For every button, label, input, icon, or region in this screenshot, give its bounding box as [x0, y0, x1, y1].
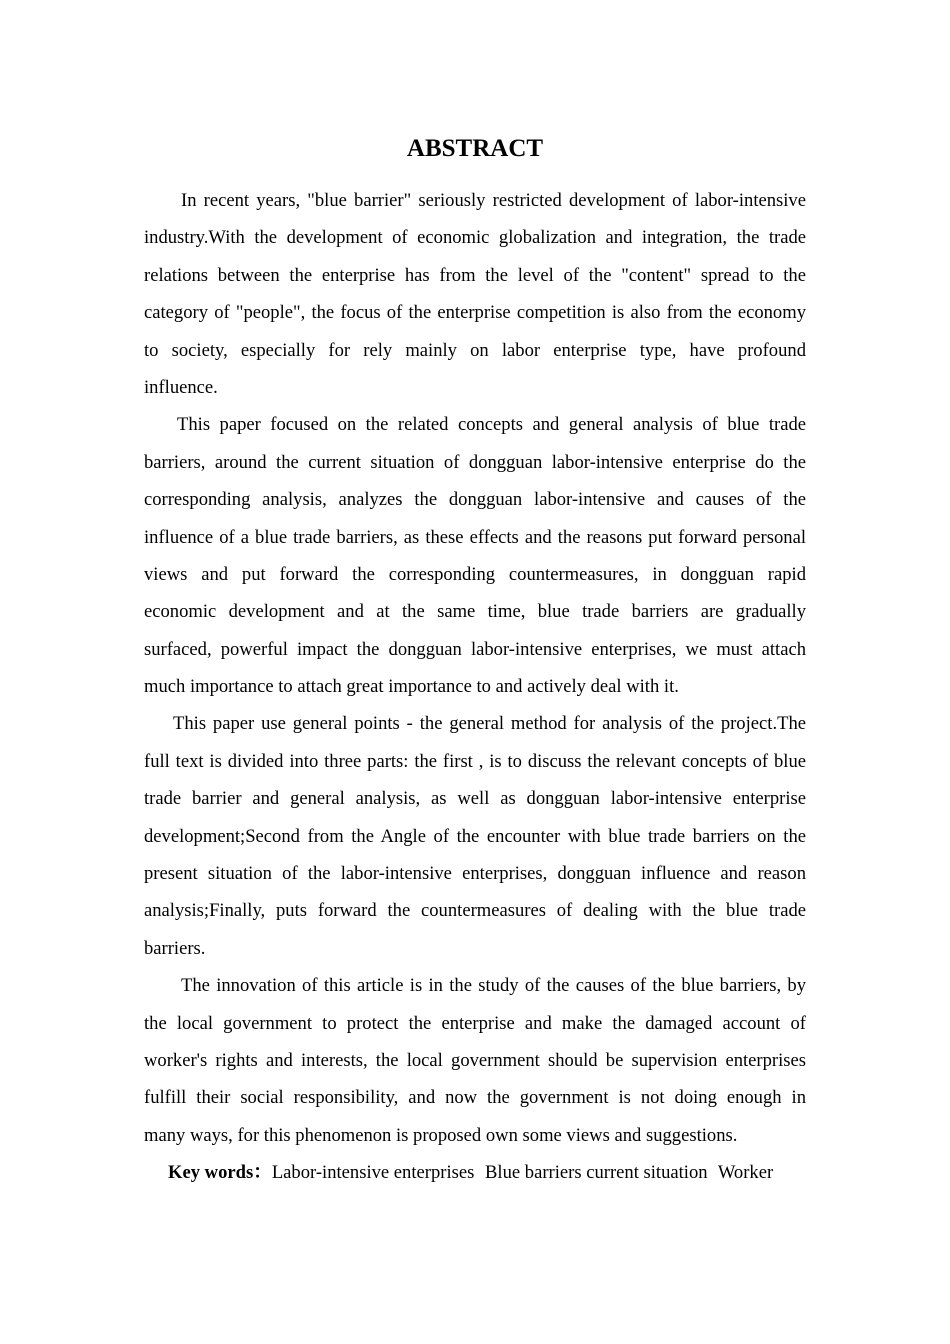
- text-line: much importance to attach great importance to and actively deal with it.: [144, 676, 679, 698]
- text-line: economic development and at the same time, blue trade barriers are gradually: [144, 601, 806, 623]
- paragraph: [144, 409, 806, 708]
- text-line: The innovation of this article is in the study of the causes of the blue barriers, by: [181, 975, 806, 997]
- abstract-body: [144, 185, 806, 1195]
- text-line: This paper use general points - the general method for analysis of the project.The: [173, 713, 806, 735]
- text-line: industry.With the development of economic globalization and integration, the trade: [144, 227, 806, 249]
- text-line: category of "people", the focus of the enterprise competition is also from the economy: [144, 302, 806, 324]
- text-line: barriers.: [144, 937, 206, 959]
- text-line: corresponding analysis, analyzes the dongguan labor-intensive and causes of the: [144, 489, 806, 511]
- text-line: barriers, around the current situation of dongguan labor-intensive enterprise do the: [144, 451, 806, 473]
- text-line: many ways, for this phenomenon is proposed own some views and suggestions.: [144, 1124, 738, 1146]
- keyword: Blue barriers current situation: [485, 1162, 708, 1184]
- keywords-line: [144, 1157, 806, 1194]
- text-line: analysis;Finally, puts forward the countermeasures of dealing with the blue trade: [144, 900, 806, 922]
- text-line: relations between the enterprise has from the level of the "content" spread to the: [144, 264, 806, 286]
- text-line: trade barrier and general analysis, as well as dongguan labor-intensive enterprise: [144, 788, 806, 810]
- text-line: to society, especially for rely mainly on labor enterprise type, have profound: [144, 339, 806, 361]
- text-line: views and put forward the corresponding countermeasures, in dongguan rapid: [144, 563, 806, 585]
- keyword: Labor-intensive enterprises: [271, 1162, 475, 1184]
- abstract-title: ABSTRACT: [406, 135, 544, 162]
- text-line: In recent years, "blue barrier" seriously restricted development of labor-intensive: [181, 190, 806, 211]
- paragraph: [144, 708, 806, 970]
- text-line: worker's rights and interests, the local government should be supervision enterprises: [144, 1049, 806, 1071]
- paragraph: [144, 970, 806, 1157]
- text-line: fulfill their social responsibility, and now the government is not doing enough in: [144, 1087, 806, 1109]
- text-line: influence.: [144, 376, 218, 398]
- text-line: full text is divided into three parts: the first , is to discuss the relevant concepts of blue: [144, 750, 806, 772]
- paragraph: [144, 185, 806, 409]
- text-line: influence of a blue trade barriers, as these effects and the reasons put forward personal: [144, 526, 806, 548]
- text-line: development;Second from the Angle of the encounter with blue trade barriers on the: [144, 825, 806, 847]
- text-line: present situation of the labor-intensive enterprises, dongguan influence and reason: [144, 863, 806, 885]
- text-line: surfaced, powerful impact the dongguan labor-intensive enterprises, we must attach: [144, 638, 806, 660]
- keyword: Worker: [717, 1162, 774, 1184]
- text-line: This paper focused on the related concepts and general analysis of blue trade: [177, 414, 806, 436]
- text-line: the local government to protect the enterprise and make the damaged account of: [144, 1012, 806, 1034]
- keywords-label: Key words：: [168, 1162, 272, 1184]
